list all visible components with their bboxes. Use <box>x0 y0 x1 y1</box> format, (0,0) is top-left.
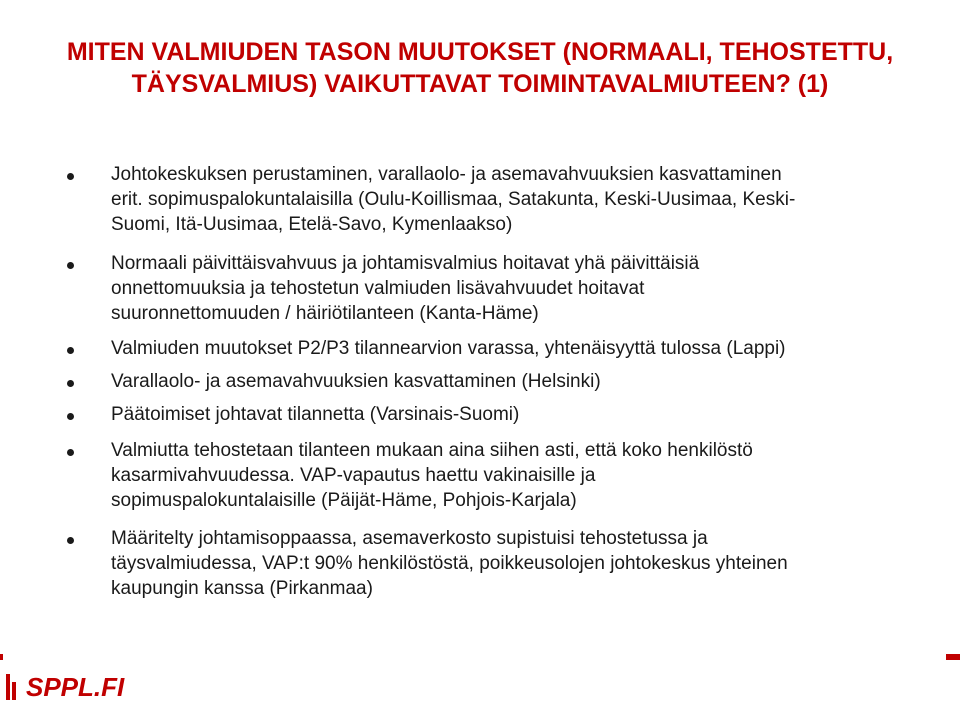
bullet-line: suuronnettomuuden / häiriötilanteen (Kanta-Häme) <box>111 303 539 324</box>
slide-title-line-2: TÄYSVALMIUS) VAIKUTTAVAT TOIMINTAVALMIUTEEN? (1) <box>131 70 829 98</box>
bullet-line: sopimuspalokuntalaisille (Päijät-Häme, Pohjois-Karjala) <box>111 490 577 511</box>
bullet-line: Valmiuden muutokset P2/P3 tilannearvion varassa, yhtenäisyyttä tulossa (Lappi) <box>111 338 786 359</box>
bullet-dot-icon <box>67 449 74 456</box>
bullet-text <box>111 402 901 427</box>
sppl-logo-text: SPPL.FI <box>26 671 125 702</box>
bullet-text <box>111 438 901 513</box>
bullet-line: Päätoimiset johtavat tilannetta (Varsinais-Suomi) <box>111 404 520 425</box>
sppl-logo[interactable] <box>6 672 124 702</box>
bullet-line: onnettomuuksia ja tehostetun valmiuden lisävahvuudet hoitavat <box>111 278 645 299</box>
bullet-dot-icon <box>67 347 74 354</box>
bullet-line: erit. sopimuspalokuntalaisilla (Oulu-Koillismaa, Satakunta, Keski-Uusimaa, Keski- <box>111 189 796 210</box>
bullet-line: Suomi, Itä-Uusimaa, Etelä-Savo, Kymenlaakso) <box>111 214 513 235</box>
bullet-text <box>111 526 901 601</box>
bullet-dot-icon <box>67 413 74 420</box>
slide-title-line-1: MITEN VALMIUDEN TASON MUUTOKSET (NORMAALI, TEHOSTETTU, <box>66 38 894 66</box>
bullet-dot-icon <box>67 173 74 180</box>
bullet-line: kaupungin kanssa (Pirkanmaa) <box>111 578 373 599</box>
bullet-line: Määritelty johtamisoppaassa, asemaverkosto supistuisi tehostetussa ja <box>111 528 708 549</box>
sppl-logo-mark-icon <box>6 674 20 700</box>
bullet-line: täysvalmiudessa, VAP:t 90% henkilöstöstä, poikkeusolojen johtokeskus yhteinen <box>111 553 788 574</box>
bullet-dot-icon <box>67 537 74 544</box>
bullet-text <box>111 162 901 237</box>
bullet-line: Normaali päivittäisvahvuus ja johtamisvalmius hoitavat yhä päivittäisiä <box>111 253 700 274</box>
bullet-line: kasarmivahvuudessa. VAP-vapautus haettu vakinaisille ja <box>111 465 596 486</box>
slide-title <box>60 36 900 100</box>
bullet-line: Valmiutta tehostetaan tilanteen mukaan aina siihen asti, että koko henkilöstö <box>111 440 753 461</box>
bullet-dot-icon <box>67 380 74 387</box>
bullet-dot-icon <box>67 262 74 269</box>
bullet-text <box>111 336 901 361</box>
bullet-line: Varallaolo- ja asemavahvuuksien kasvattaminen (Helsinki) <box>111 371 601 392</box>
bullet-text <box>111 369 901 394</box>
footer-stripe-segment <box>946 654 960 660</box>
bullet-line: Johtokeskuksen perustaminen, varallaolo- ja asemavahvuuksien kasvattaminen <box>111 164 782 185</box>
bullet-text <box>111 251 901 326</box>
footer-stripe-segment <box>0 654 3 660</box>
footer-stripe <box>0 654 960 660</box>
